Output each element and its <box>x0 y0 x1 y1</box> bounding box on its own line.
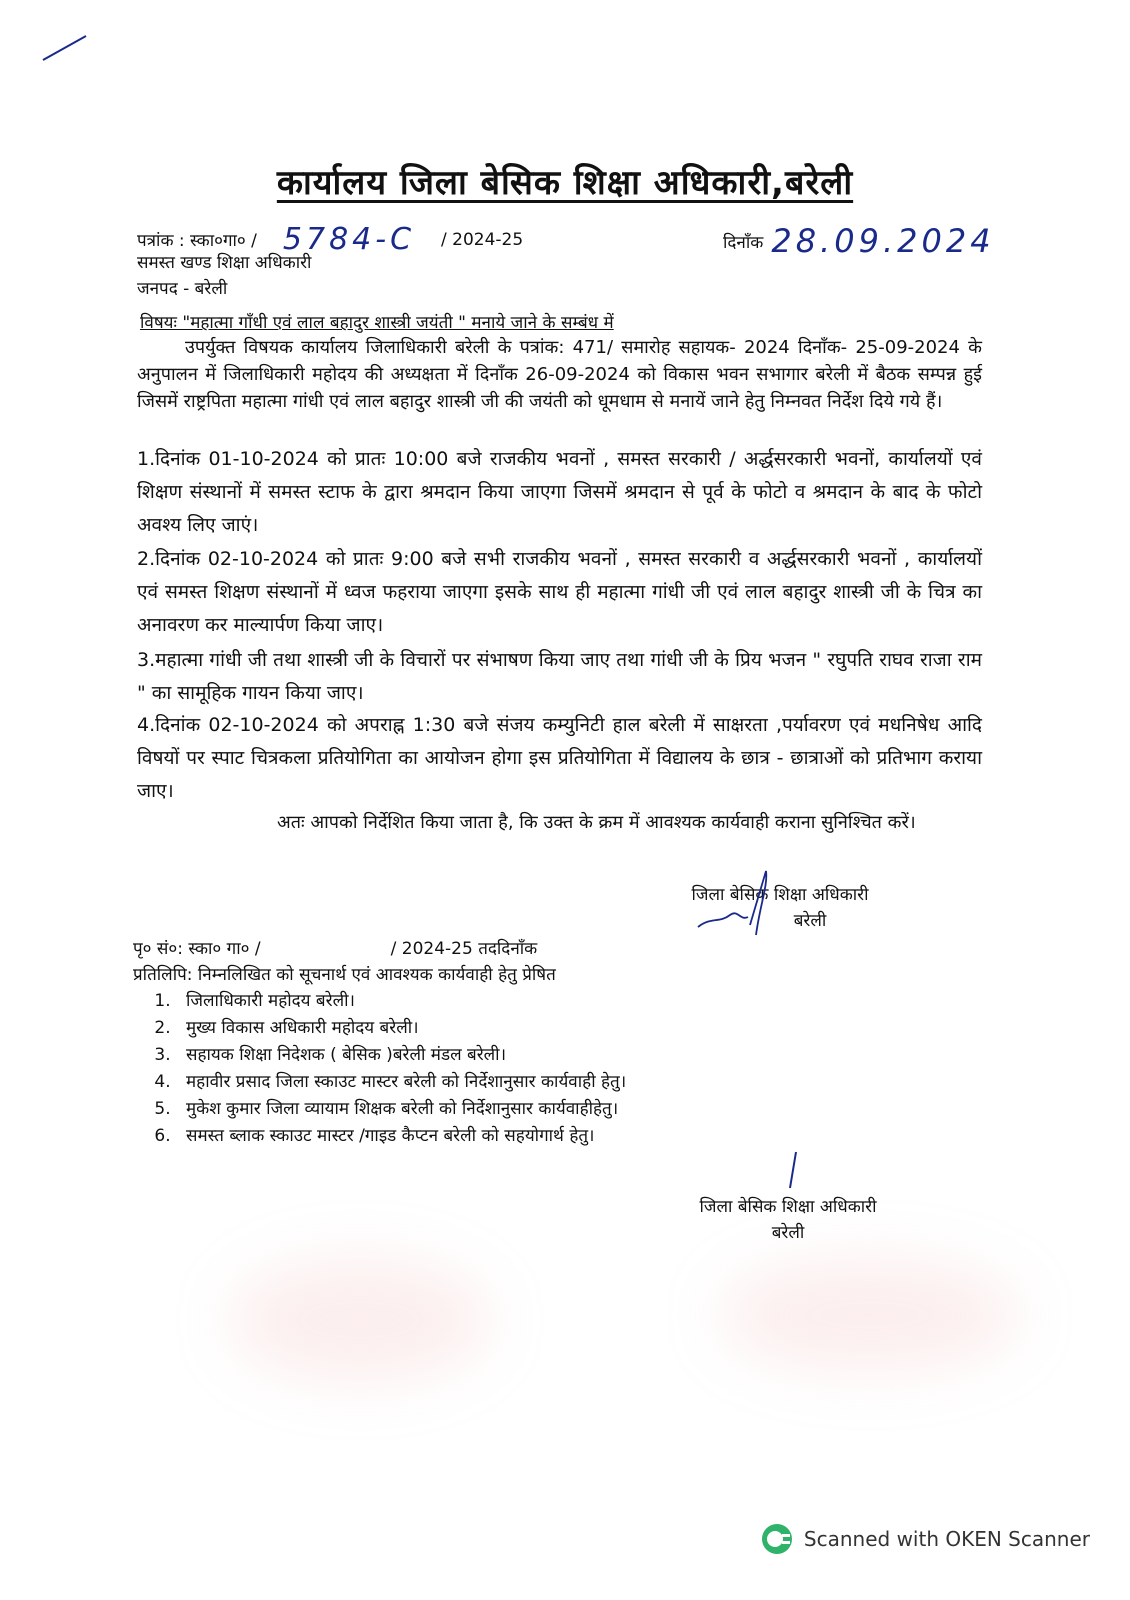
recipient-line1: समस्त खण्ड शिक्षा अधिकारी <box>137 253 312 273</box>
oken-logo-icon <box>760 1522 794 1556</box>
pen-mark-icon <box>40 32 90 64</box>
list-item: 4. महावीर प्रसाद जिला स्काउट मास्टर बरेली को निर्देशानुसार कार्यवाही हेतु। <box>176 1069 850 1096</box>
signature-stroke-icon <box>784 1150 804 1190</box>
office-title: कार्यालय जिला बेसिक शिक्षा अधिकारी,बरेली <box>276 163 854 203</box>
point-1: 1.दिनांक 01-10-2024 को प्रातः 10:00 बजे राजकीय भवनों , समस्त सरकारी / अर्द्धसरकारी भवनों, कार्यालयों एवं शिक्षण संस्थानों में समस्त स्टाफ के द्वारा श्रमदान किया जाएगा जिसमें श्रमदान से पूर्व के फोटो व श्रमदान के बाद के फोटो अवश्य लिए जाएं। <box>137 448 982 536</box>
endorsement-year: / 2024-25 तददिनाँक <box>390 939 538 959</box>
intro-paragraph: उपर्युक्त विषयक कार्यालय जिलाधिकारी बरेली के पत्रांक: 471/ समारोह सहायक- 2024 दिनाँक- 25-09-2024 के अनुपालन में जिलाधिकारी महोदय की अध्यक्षता में दिनाँक 26-09-2024 को विकास भवन सभागार बरेली में बैठक सम्पन्न हुई जिसमें राष्ट्रपिता महात्मा गांधी एवं लाल बहादुर शास्त्री जी की जयंती को धूमधाम से मनायें जाने हेतु निम्नवत निर्देश दिये गये हैं। <box>137 337 982 412</box>
recipient-line2: जनपद - बरेली <box>137 279 228 299</box>
signature1-place: बरेली <box>793 911 827 931</box>
signature1-designation: जिला बेसिक शिक्षा अधिकारी <box>691 885 869 905</box>
closing-paragraph: अतः आपको निर्देशित किया जाता है, कि उक्त के क्रम में आवश्यक कार्यवाही कराना सुनिश्चित करें। <box>277 812 916 833</box>
signature2-place: बरेली <box>771 1223 805 1243</box>
scanner-watermark <box>760 1522 1090 1556</box>
list-item: 3. सहायक शिक्षा निदेशक ( बेसिक )बरेली मंडल बरेली। <box>176 1042 850 1069</box>
signature2-designation: जिला बेसिक शिक्षा अधिकारी <box>699 1197 877 1217</box>
list-item: 5. मुकेश कुमार जिला व्यायाम शिक्षक बरेली को निर्देशानुसार कार्यवाहीहेतु। <box>176 1096 850 1123</box>
list-item: 1. जिलाधिकारी महोदय बरेली। <box>176 988 850 1015</box>
point-2: 2.दिनांक 02-10-2024 को प्रातः 9:00 बजे सभी राजकीय भवनों , समस्त सरकारी व अर्द्धसरकारी भवनों , कार्यालयों एवं समस्त शिक्षण संस्थानों में ध्वज फहराया जाएगा इसके साथ ही महात्मा गांधी जी एवं लाल बहादुर शास्त्री जी के चित्र का अनावरण कर माल्यार्पण किया जाए। <box>137 548 982 636</box>
endorsement-ref: पृ० सं०: स्का० गा० / <box>133 939 261 959</box>
list-item: 6. समस्त ब्लाक स्काउट मास्टर /गाइड कैप्टन बरेली को सहयोगार्थ हेतु। <box>176 1123 850 1150</box>
copy-to-list <box>150 988 850 1150</box>
copy-to-line: प्रतिलिपि: निम्नलिखित को सूचनार्थ एवं आवश्यक कार्यवाही हेतु प्रेषित <box>133 965 556 985</box>
date-handwritten: 28.09.2024 <box>771 222 995 260</box>
signature-scribble-icon <box>690 865 790 945</box>
list-item: 2. मुख्य विकास अधिकारी महोदय बरेली। <box>176 1015 850 1042</box>
letter-no-prefix: पत्रांक : स्का०गा० / <box>137 231 257 251</box>
date-label: दिनाँक <box>723 232 764 253</box>
subject-line: विषयः "महात्मा गाँधी एवं लाल बहादुर शास्त्री जयंती " मनाये जाने के सम्बंध में <box>140 313 614 333</box>
scanner-label: Scanned with OKEN Scanner <box>803 1527 1090 1551</box>
point-4: 4.दिनांक 02-10-2024 को अपराह्न 1:30 बजे संजय कम्युनिटी हाल बरेली में साक्षरता ,पर्यावरण एवं मधनिषेध आदि विषयों पर स्पाट चित्रकला प्रतियोगिता का आयोजन होगा इस प्रतियोगिता में विद्यालय के छात्र - छात्राओं को प्रतिभाग कराया जाए। <box>137 714 982 802</box>
letter-no-year: / 2024-25 <box>441 229 524 250</box>
point-3: 3.महात्मा गांधी जी तथा शास्त्री जी के विचारों पर संभाषण किया जाए तथा गांधी जी के प्रिय भजन " रघुपति राघव राजा राम " का सामूहिक गायन किया जाए। <box>137 649 982 704</box>
letter-no-handwritten: 5784-C <box>282 222 416 257</box>
